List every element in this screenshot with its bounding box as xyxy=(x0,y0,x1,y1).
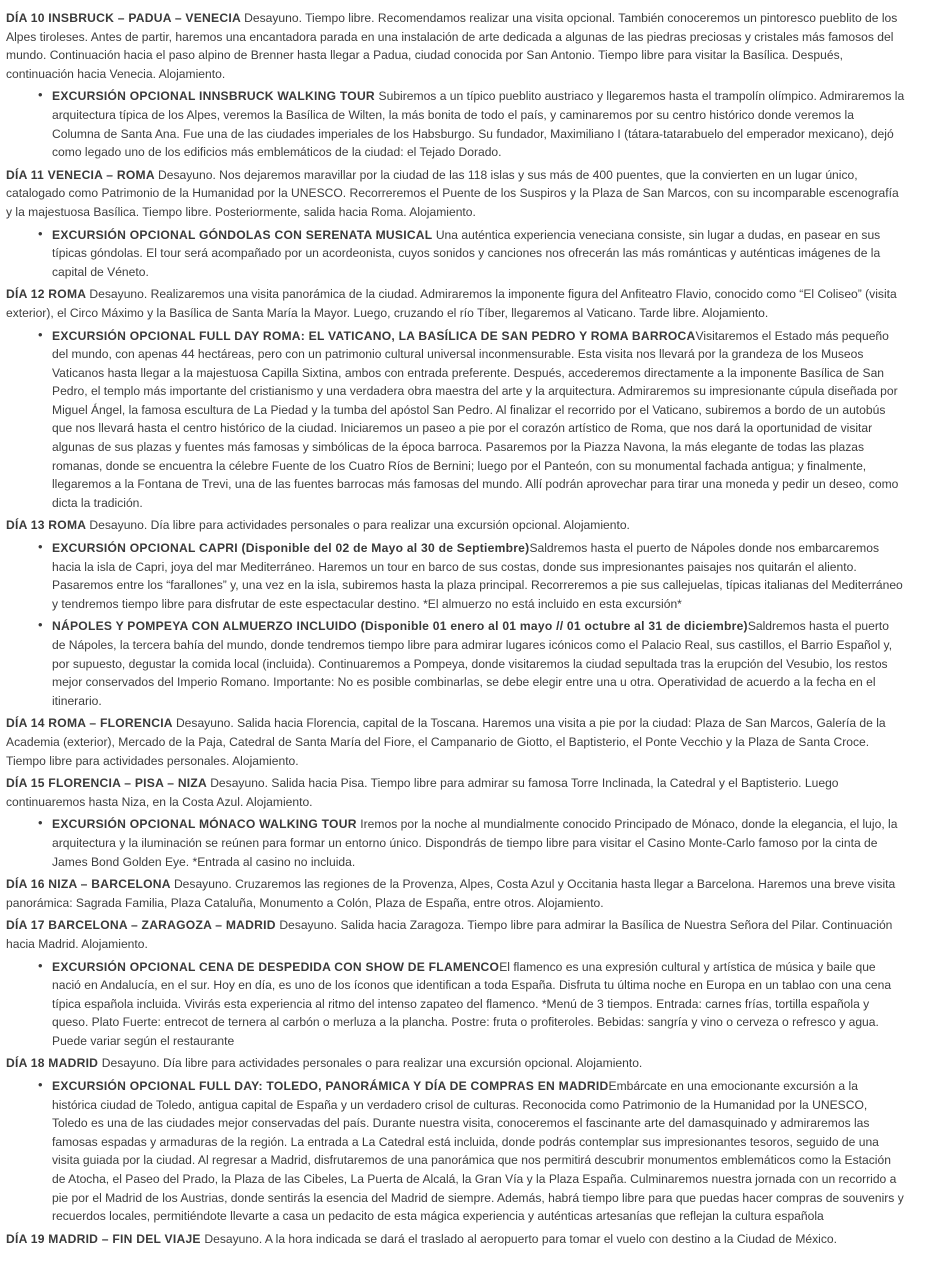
day-entry xyxy=(6,166,905,222)
day-title: DÍA 11 VENECIA – ROMA xyxy=(6,167,158,182)
day-description: Desayuno. A la hora indicada se dará el traslado al aeropuerto para tomar el vuelo con destino a la Ciudad de México. xyxy=(204,1231,837,1246)
excursion-paragraph xyxy=(52,1077,905,1226)
bullet-icon: • xyxy=(38,87,43,103)
excursion-description: Visitaremos el Estado más pequeño del mundo, con apenas 44 hectáreas, pero con un patrimonio cultural universal inconmensurable. Esta visita nos llevará por la grandeza de los Museos Vaticanos hasta llegar a la majestuosa Capilla Sixtina, ambos con entrada preferente. Después, accederemos directamente a la imponente Basílica de San Pedro, el templo más importante del cristianismo y una verdadera obra maestra del arte y la arquitectura. Admiraremos su impresionante cúpula diseñada por Miguel Ángel, la famosa escultura de La Piedad y la tumba del apóstol San Pedro. Al finalizar el recorrido por el Vaticano, subiremos a bordo de un autobús que nos llevará hasta el centro histórico de la ciudad. Iniciaremos un paseo a pie por el corazón artístico de Roma, que nos dará la oportunidad de visitar algunas de sus plazas y fuentes más famosas y simbólicas de la época barroca. Pasaremos por la Piazza Navona, la más elegante de todas las plazas romanas, donde se encuentra la célebre Fuente de los Cuatro Ríos de Bernini; luego por el Panteón, con su monumental fachada antigua; y finalmente, llegaremos a la Fontana de Trevi, una de las fuentes barrocas más famosas del mundo. Allí podrán aprovechar para tirar una moneda y pedir un deseo, como dicta la tradición. xyxy=(52,328,899,510)
bullet-icon: • xyxy=(38,225,43,241)
excursion-title: EXCURSIÓN OPCIONAL GÓNDOLAS CON SERENATA MUSICAL xyxy=(52,227,436,242)
day-description: Desayuno. Día libre para actividades personales o para realizar una excursión opcional. Alojamiento. xyxy=(101,1056,643,1071)
excursion-paragraph xyxy=(52,617,905,710)
bullet-icon: • xyxy=(38,1077,43,1093)
excursion-title: EXCURSIÓN OPCIONAL MÓNACO WALKING TOUR xyxy=(52,817,361,832)
excursion-item xyxy=(36,1077,905,1226)
excursion-paragraph xyxy=(52,87,905,161)
day-entry xyxy=(6,916,905,953)
day-description: Desayuno. Día libre para actividades personales o para realizar una excursión opcional. Alojamiento. xyxy=(89,518,630,533)
bullet-icon: • xyxy=(38,326,43,342)
excursion-item xyxy=(36,958,905,1051)
excursion-paragraph xyxy=(52,958,905,1051)
day-entry xyxy=(6,9,905,83)
day-entry xyxy=(6,1230,905,1249)
day-title: DÍA 14 ROMA – FLORENCIA xyxy=(6,716,176,731)
day-entry xyxy=(6,285,905,322)
excursion-title: EXCURSIÓN OPCIONAL CAPRI (Disponible del 02 de Mayo al 30 de Septiembre) xyxy=(52,541,530,556)
bullet-icon: • xyxy=(38,617,43,633)
bullet-icon: • xyxy=(38,539,43,555)
excursion-paragraph xyxy=(52,539,905,613)
day-description: Desayuno. Cruzaremos las regiones de la Provenza, Alpes, Costa Azul y Occitania hasta llegar a Barcelona. Haremos una breve visita panorámica: Sagrada Familia, Plaza Cataluña, Monumento a Colón, Plaza de España, entre otros. Alojamiento. xyxy=(6,877,896,910)
excursion-item xyxy=(36,327,905,513)
excursion-title: EXCURSIÓN OPCIONAL FULL DAY: TOLEDO, PANORÁMICA Y DÍA DE COMPRAS EN MADRID xyxy=(52,1079,609,1094)
day-entry xyxy=(6,875,905,912)
bullet-icon: • xyxy=(38,957,43,973)
day-entry xyxy=(6,714,905,770)
excursion-paragraph xyxy=(52,815,905,871)
excursion-description: El flamenco es una expresión cultural y artística de música y baile que nació en Andalucía, en el sur. Hoy en día, es uno de los íconos que identifican a toda España. Disfruta tu última noche en Europa en un tablao con una cena típica española incluida. Vivirás esta experiencia al ritmo del intenso zapateo del flamenco. *Menú de 3 tiempos. Entrada: carnes frías, tortilla española y queso. Plato Fuerte: entrecot de ternera al carbón o merluza a la plancha. Postre: fruta o profiteroles. Bebidas: sangría y vino o cerveza o refresco y agua. Puede variar según el restaurante xyxy=(52,959,892,1048)
excursion-title: EXCURSIÓN OPCIONAL FULL DAY ROMA: EL VATICANO, LA BASÍLICA DE SAN PEDRO Y ROMA BARROCA xyxy=(52,328,696,343)
day-title: DÍA 16 NIZA – BARCELONA xyxy=(6,877,174,892)
excursion-description: Iremos por la noche al mundialmente conocido Principado de Mónaco, donde la elegancia, el lujo, la arquitectura y la iluminación se reúnen para formar un entorno único. Dispondrás de tiempo libre para visitar el Casino Monte-Carlo famoso por la cinta de James Bond Golden Eye. *Entrada al casino no incluida. xyxy=(52,817,898,869)
day-title: DÍA 15 FLORENCIA – PISA – NIZA xyxy=(6,776,211,791)
excursion-item xyxy=(36,226,905,282)
day-description: Desayuno. Salida hacia Pisa. Tiempo libre para admirar su famosa Torre Inclinada, la Catedral y el Baptisterio. Luego continuaremos hasta Niza, en la Costa Azul. Alojamiento. xyxy=(6,776,839,809)
excursion-description: Saldremos hasta el puerto de Nápoles donde nos embarcaremos hacia la isla de Capri, joya del mar Mediterráneo. Haremos un tour en barco de sus costas, donde sus impresionantes paisajes nos quitarán el aliento. Pasaremos entre los “farallones” y, una vez en la isla, subiremos hasta la plaza principal. Recorreremos a pie sus callejuelas, típicas italianas del Mediterráneo y tendremos tiempo libre para disfrutar de este espectacular destino. *El almuerzo no está incluido en esta excursión* xyxy=(52,541,903,611)
day-title: DÍA 18 MADRID xyxy=(6,1056,102,1071)
day-description: Desayuno. Realizaremos una visita panorámica de la ciudad. Admiraremos la imponente figura del Anfiteatro Flavio, conocido como “El Coliseo” (visita exterior), el Circo Máximo y la Basílica de Santa María la Mayor. Luego, cruzando el río Tíber, llegaremos al Vaticano. Tarde libre. Alojamiento. xyxy=(6,287,897,320)
excursion-description: Una auténtica experiencia veneciana consiste, sin lugar a dudas, en pasear en sus típicas góndolas. El tour será acompañado por un acordeonista, cuyos sonidos y canciones nos ofrecerán las más románticas y auténticas imágenes de la capital de Véneto. xyxy=(52,227,881,279)
bullet-icon: • xyxy=(38,815,43,831)
excursion-item xyxy=(36,87,905,161)
excursion-item xyxy=(36,617,905,710)
excursion-item xyxy=(36,815,905,871)
excursion-title: EXCURSIÓN OPCIONAL CENA DE DESPEDIDA CON SHOW DE FLAMENCO xyxy=(52,959,500,974)
excursion-description: Subiremos a un típico pueblito austriaco y llegaremos hasta el trampolín olímpico. Admiraremos la arquitectura típica de los Alpes, veremos la Basílica de Wilten, la más bonita de todo el país, y caminaremos por su centro histórico donde veremos la Columna de Santa Ana. Fue una de las ciudades imperiales de los Habsburgo. Su fundador, Maximiliano I (tátara-tatarabuelo del emperador mexicano), dejó como legado uno de los edificios más emblemáticos de la ciudad: el Tejado Dorado. xyxy=(52,89,905,160)
day-entry xyxy=(6,516,905,535)
day-title: DÍA 13 ROMA xyxy=(6,518,90,533)
day-entry xyxy=(6,774,905,811)
excursion-description: Embárcate en una emocionante excursión a la histórica ciudad de Toledo, antigua capital de España y un verdadero crisol de culturas. Reconocida como Patrimonio de la Humanidad por la UNESCO, Toledo es una de las ciudades mejor conservadas del país. Durante nuestra visita, conoceremos el fascinante arte del damasquinado y admiraremos las famosas espadas y armaduras de la región. La entrada a La Catedral está incluida, donde podrás contemplar sus impresionantes tesoros, seguido de una visita guiada por la ciudad. Al regresar a Madrid, disfrutaremos de una panorámica que nos permitirá descubrir monumentos emblemáticos como la Estación de Atocha, el Paseo del Prado, la Plaza de las Cibeles, La Puerta de Alcalá, la Gran Vía y la Plaza España. Culminaremos nuestra jornada con un recorrido a pie por el Madrid de los Austrias, donde sentirás la esencia del Madrid de siempre. Además, habrá tiempo libre para que puedas hacer compras de souvenirs y recuerdos locales, permitiéndote llevarte a casa un pedacito de esta mágica experiencia y auténticas artesanías que reflejan la cultura española xyxy=(52,1079,904,1224)
excursion-item xyxy=(36,539,905,613)
day-title: DÍA 12 ROMA xyxy=(6,287,90,302)
excursion-description: Saldremos hasta el puerto de Nápoles, la tercera bahía del mundo, donde tendremos tiempo libre para admirar lugares icónicos como el Palacio Real, sus castillos, el Barrio Español y, por supuesto, degustar la comida local (incluida). Continuaremos a Pompeya, donde visitaremos la ciudad sepultada tras la erupción del Vesubio, los restos mejor conservados del Imperio Romano. Importante: No es posible combinarlas, se debe elegir entre una u otra. Operatividad de acuerdo a la fecha en el itinerario. xyxy=(52,619,893,708)
itinerary-document xyxy=(6,9,905,1248)
day-description: Desayuno. Salida hacia Zaragoza. Tiempo libre para admirar la Basílica de Nuestra Señora del Pilar. Continuación hacia Madrid. Alojamiento. xyxy=(6,918,893,951)
excursion-title: EXCURSIÓN OPCIONAL INNSBRUCK WALKING TOUR xyxy=(52,89,379,104)
day-entry xyxy=(6,1054,905,1073)
day-description: Desayuno. Nos dejaremos maravillar por la ciudad de las 118 islas y sus más de 400 puentes, que la convierten en un lugar único, catalogado como Patrimonio de la Humanidad por la UNESCO. Recorreremos el Puente de los Suspiros y la Plaza de San Marcos, con su incomparable escenografía y la majestuosa Basílica. Tiempo libre. Posteriormente, salida hacia Roma. Alojamiento. xyxy=(6,167,899,219)
day-description: Desayuno. Tiempo libre. Recomendamos realizar una visita opcional. También conoceremos un pintoresco pueblito de los Alpes tiroleses. Antes de partir, haremos una encantadora parada en una instalación de arte dedicada a algunas de las piedras preciosas y cristales más famosos del mundo. Continuación hacia el paso alpino de Brenner hasta llegar a Padua, ciudad conocida por San Antonio. Tiempo libre para visitar la Basílica. Después, continuación hacia Venecia. Alojamiento. xyxy=(6,11,898,81)
day-title: DÍA 10 INSBRUCK – PADUA – VENECIA xyxy=(6,11,245,25)
excursion-paragraph xyxy=(52,226,905,282)
excursion-title: NÁPOLES Y POMPEYA CON ALMUERZO INCLUIDO (Disponible 01 enero al 01 mayo // 01 octubre al 31 de diciembre) xyxy=(52,619,748,634)
day-description: Desayuno. Salida hacia Florencia, capital de la Toscana. Haremos una visita a pie por la ciudad: Plaza de San Marcos, Galería de la Academia (exterior), Mercado de la Paja, Catedral de Santa María del Fiore, el Campanario de Giotto, el Baptisterio, el Ponte Vecchio y la Plaza de Santa Croce. Tiempo libre para actividades personales. Alojamiento. xyxy=(6,716,886,768)
day-title: DÍA 19 MADRID – FIN DEL VIAJE xyxy=(6,1231,205,1246)
excursion-paragraph xyxy=(52,327,905,513)
day-title: DÍA 17 BARCELONA – ZARAGOZA – MADRID xyxy=(6,918,280,933)
